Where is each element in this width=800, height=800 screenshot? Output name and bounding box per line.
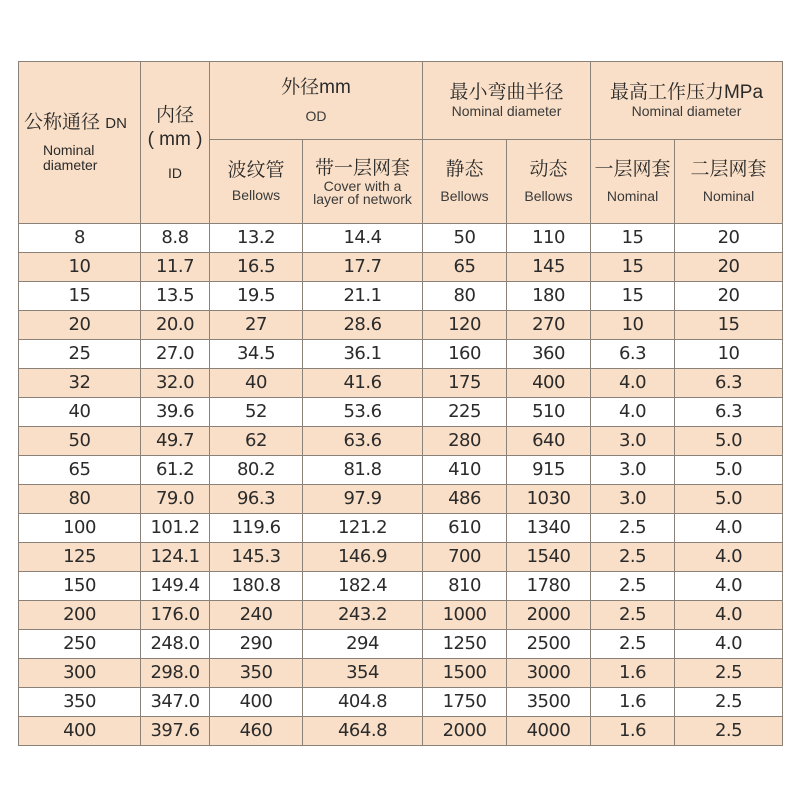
cell-dn: 25: [19, 340, 141, 369]
header-dn: [19, 62, 141, 224]
cell-radius-dynamic: 2500: [507, 630, 591, 659]
cell-id: 32.0: [141, 369, 210, 398]
cell-pressure-one-layer: 10: [591, 311, 675, 340]
header-row-top: [19, 62, 783, 140]
cell-dn: 65: [19, 456, 141, 485]
cell-dn: 40: [19, 398, 141, 427]
cell-id: 149.4: [141, 572, 210, 601]
cell-pressure-one-layer: 2.5: [591, 630, 675, 659]
cell-pressure-two-layer: 5.0: [675, 456, 783, 485]
header-two-layer-en: Nominal: [702, 188, 755, 204]
table-row: [19, 630, 783, 659]
cell-od-bellows: 290: [210, 630, 303, 659]
cell-od-bellows: 119.6: [210, 514, 303, 543]
cell-pressure-two-layer: 4.0: [675, 543, 783, 572]
cell-od-bellows: 16.5: [210, 253, 303, 282]
cell-radius-dynamic: 915: [507, 456, 591, 485]
table-row: [19, 572, 783, 601]
cell-id: 248.0: [141, 630, 210, 659]
cell-pressure-two-layer: 2.5: [675, 659, 783, 688]
cell-pressure-one-layer: 1.6: [591, 717, 675, 746]
cell-pressure-two-layer: 20: [675, 282, 783, 311]
cell-od-cover: 354: [303, 659, 423, 688]
cell-id: 13.5: [141, 282, 210, 311]
header-pressure-en: Nominal diameter: [631, 103, 742, 119]
cell-dn: 300: [19, 659, 141, 688]
cell-radius-static: 486: [423, 485, 507, 514]
cell-dn: 80: [19, 485, 141, 514]
cell-radius-dynamic: 3000: [507, 659, 591, 688]
table-row: [19, 311, 783, 340]
table-row: [19, 282, 783, 311]
header-cover: [303, 140, 423, 224]
cell-id: 39.6: [141, 398, 210, 427]
cell-dn: 125: [19, 543, 141, 572]
cell-radius-dynamic: 360: [507, 340, 591, 369]
cell-radius-dynamic: 145: [507, 253, 591, 282]
table-row: [19, 543, 783, 572]
cell-id: 20.0: [141, 311, 210, 340]
cell-radius-static: 175: [423, 369, 507, 398]
cell-pressure-one-layer: 2.5: [591, 514, 675, 543]
cell-od-cover: 17.7: [303, 253, 423, 282]
cell-radius-dynamic: 3500: [507, 688, 591, 717]
header-one-layer-zh: 一层网套: [594, 159, 671, 180]
cell-id: 27.0: [141, 340, 210, 369]
cell-id: 397.6: [141, 717, 210, 746]
table-row: [19, 369, 783, 398]
header-dn-title: 公称通径 DN: [24, 112, 127, 133]
table-row: [19, 485, 783, 514]
cell-od-bellows: 52: [210, 398, 303, 427]
cell-od-bellows: 145.3: [210, 543, 303, 572]
cell-radius-static: 160: [423, 340, 507, 369]
cell-dn: 350: [19, 688, 141, 717]
cell-pressure-one-layer: 1.6: [591, 659, 675, 688]
cell-dn: 20: [19, 311, 141, 340]
cell-radius-static: 700: [423, 543, 507, 572]
cell-od-bellows: 13.2: [210, 224, 303, 253]
header-cover-en-1: Cover with a: [323, 177, 402, 194]
cell-pressure-one-layer: 2.5: [591, 601, 675, 630]
cell-pressure-two-layer: 4.0: [675, 572, 783, 601]
cell-radius-static: 410: [423, 456, 507, 485]
cell-radius-dynamic: 510: [507, 398, 591, 427]
cell-id: 79.0: [141, 485, 210, 514]
table-row: [19, 224, 783, 253]
table-row: [19, 253, 783, 282]
header-dynamic-en: Bellows: [524, 188, 573, 204]
header-id-en: ID: [168, 165, 182, 181]
hose-spec-table: [18, 61, 783, 746]
cell-od-bellows: 350: [210, 659, 303, 688]
cell-radius-static: 810: [423, 572, 507, 601]
cell-od-cover: 121.2: [303, 514, 423, 543]
cell-pressure-two-layer: 5.0: [675, 485, 783, 514]
spec-table-container: [18, 61, 782, 746]
cell-pressure-one-layer: 4.0: [591, 369, 675, 398]
cell-radius-static: 225: [423, 398, 507, 427]
cell-od-cover: 464.8: [303, 717, 423, 746]
header-pressure-zh: 最高工作压力MPa: [609, 82, 764, 103]
cell-od-bellows: 19.5: [210, 282, 303, 311]
cell-od-bellows: 34.5: [210, 340, 303, 369]
cell-pressure-two-layer: 20: [675, 253, 783, 282]
cell-dn: 8: [19, 224, 141, 253]
cell-pressure-two-layer: 20: [675, 224, 783, 253]
header-radius-zh: 最小弯曲半径: [449, 82, 564, 103]
header-dn-en: Nominal diameter: [43, 142, 98, 173]
table-row: [19, 340, 783, 369]
header-cover-en-2: layer of network: [313, 190, 412, 207]
cell-radius-dynamic: 640: [507, 427, 591, 456]
cell-od-bellows: 80.2: [210, 456, 303, 485]
cell-od-cover: 63.6: [303, 427, 423, 456]
table-row: [19, 717, 783, 746]
header-radius-en: Nominal diameter: [451, 103, 562, 119]
header-one-layer: [591, 140, 675, 224]
cell-id: 101.2: [141, 514, 210, 543]
header-pressure: [591, 62, 783, 140]
cell-od-cover: 182.4: [303, 572, 423, 601]
cell-pressure-one-layer: 3.0: [591, 485, 675, 514]
cell-pressure-one-layer: 15: [591, 224, 675, 253]
cell-radius-dynamic: 2000: [507, 601, 591, 630]
cell-od-bellows: 96.3: [210, 485, 303, 514]
table-body: [19, 224, 783, 746]
cell-od-cover: 14.4: [303, 224, 423, 253]
cell-radius-static: 50: [423, 224, 507, 253]
cell-id: 347.0: [141, 688, 210, 717]
cell-od-cover: 404.8: [303, 688, 423, 717]
cell-pressure-two-layer: 4.0: [675, 514, 783, 543]
cell-dn: 15: [19, 282, 141, 311]
cell-id: 298.0: [141, 659, 210, 688]
header-od-en: OD: [305, 108, 327, 124]
cell-od-cover: 21.1: [303, 282, 423, 311]
table-row: [19, 456, 783, 485]
header-od: [210, 62, 423, 140]
header-id-unit: ( mm ): [147, 129, 203, 150]
cell-od-cover: 36.1: [303, 340, 423, 369]
cell-radius-static: 610: [423, 514, 507, 543]
cell-dn: 32: [19, 369, 141, 398]
cell-id: 61.2: [141, 456, 210, 485]
cell-pressure-one-layer: 3.0: [591, 427, 675, 456]
cell-radius-static: 80: [423, 282, 507, 311]
cell-od-cover: 146.9: [303, 543, 423, 572]
cell-radius-static: 280: [423, 427, 507, 456]
cell-od-bellows: 27: [210, 311, 303, 340]
cell-pressure-one-layer: 2.5: [591, 543, 675, 572]
cell-dn: 100: [19, 514, 141, 543]
cell-radius-static: 1500: [423, 659, 507, 688]
header-one-layer-en: Nominal: [606, 188, 659, 204]
cell-pressure-two-layer: 2.5: [675, 688, 783, 717]
cell-radius-dynamic: 1030: [507, 485, 591, 514]
cell-od-cover: 243.2: [303, 601, 423, 630]
table-row: [19, 427, 783, 456]
cell-radius-static: 1250: [423, 630, 507, 659]
cell-dn: 10: [19, 253, 141, 282]
table-row: [19, 659, 783, 688]
cell-od-bellows: 62: [210, 427, 303, 456]
cell-od-bellows: 180.8: [210, 572, 303, 601]
cell-pressure-two-layer: 10: [675, 340, 783, 369]
cell-od-cover: 97.9: [303, 485, 423, 514]
cell-od-cover: 294: [303, 630, 423, 659]
cell-id: 11.7: [141, 253, 210, 282]
cell-od-cover: 28.6: [303, 311, 423, 340]
header-id-zh: 内径: [155, 105, 194, 126]
table-row: [19, 601, 783, 630]
cell-id: 8.8: [141, 224, 210, 253]
cell-od-bellows: 40: [210, 369, 303, 398]
cell-pressure-two-layer: 2.5: [675, 717, 783, 746]
cell-pressure-one-layer: 4.0: [591, 398, 675, 427]
table-row: [19, 514, 783, 543]
cell-pressure-two-layer: 5.0: [675, 427, 783, 456]
cell-radius-dynamic: 1780: [507, 572, 591, 601]
cell-pressure-one-layer: 2.5: [591, 572, 675, 601]
header-od-zh: 外径mm: [281, 77, 351, 98]
cell-id: 49.7: [141, 427, 210, 456]
header-two-layer-zh: 二层网套: [690, 159, 767, 180]
cell-radius-static: 1000: [423, 601, 507, 630]
cell-id: 124.1: [141, 543, 210, 572]
header-static-zh: 静态: [445, 159, 484, 180]
cell-pressure-one-layer: 1.6: [591, 688, 675, 717]
cell-pressure-two-layer: 6.3: [675, 398, 783, 427]
header-bellows-zh: 波纹管: [227, 160, 285, 181]
cell-radius-static: 2000: [423, 717, 507, 746]
header-cover-zh: 带一层网套: [314, 157, 410, 179]
header-bellows: [210, 140, 303, 224]
header-dynamic: [507, 140, 591, 224]
cell-pressure-one-layer: 3.0: [591, 456, 675, 485]
cell-od-cover: 53.6: [303, 398, 423, 427]
cell-radius-dynamic: 1540: [507, 543, 591, 572]
cell-od-bellows: 400: [210, 688, 303, 717]
cell-od-bellows: 240: [210, 601, 303, 630]
header-radius: [423, 62, 591, 140]
header-two-layer: [675, 140, 783, 224]
cell-radius-dynamic: 180: [507, 282, 591, 311]
cell-radius-static: 1750: [423, 688, 507, 717]
table-row: [19, 688, 783, 717]
cell-od-bellows: 460: [210, 717, 303, 746]
cell-dn: 250: [19, 630, 141, 659]
cell-pressure-one-layer: 15: [591, 253, 675, 282]
header-static: [423, 140, 507, 224]
cell-dn: 50: [19, 427, 141, 456]
cell-pressure-one-layer: 6.3: [591, 340, 675, 369]
cell-radius-dynamic: 400: [507, 369, 591, 398]
cell-id: 176.0: [141, 601, 210, 630]
cell-dn: 200: [19, 601, 141, 630]
cell-pressure-two-layer: 15: [675, 311, 783, 340]
cell-radius-dynamic: 270: [507, 311, 591, 340]
cell-radius-static: 65: [423, 253, 507, 282]
cell-pressure-two-layer: 4.0: [675, 630, 783, 659]
cell-radius-dynamic: 110: [507, 224, 591, 253]
cell-radius-static: 120: [423, 311, 507, 340]
header-dynamic-zh: 动态: [529, 159, 568, 180]
cell-dn: 150: [19, 572, 141, 601]
cell-od-cover: 41.6: [303, 369, 423, 398]
cell-pressure-one-layer: 15: [591, 282, 675, 311]
header-static-en: Bellows: [440, 188, 489, 204]
cell-radius-dynamic: 4000: [507, 717, 591, 746]
header-bellows-en: Bellows: [231, 187, 281, 203]
cell-radius-dynamic: 1340: [507, 514, 591, 543]
cell-pressure-two-layer: 6.3: [675, 369, 783, 398]
cell-dn: 400: [19, 717, 141, 746]
cell-pressure-two-layer: 4.0: [675, 601, 783, 630]
header-id: [141, 62, 210, 224]
cell-od-cover: 81.8: [303, 456, 423, 485]
table-row: [19, 398, 783, 427]
